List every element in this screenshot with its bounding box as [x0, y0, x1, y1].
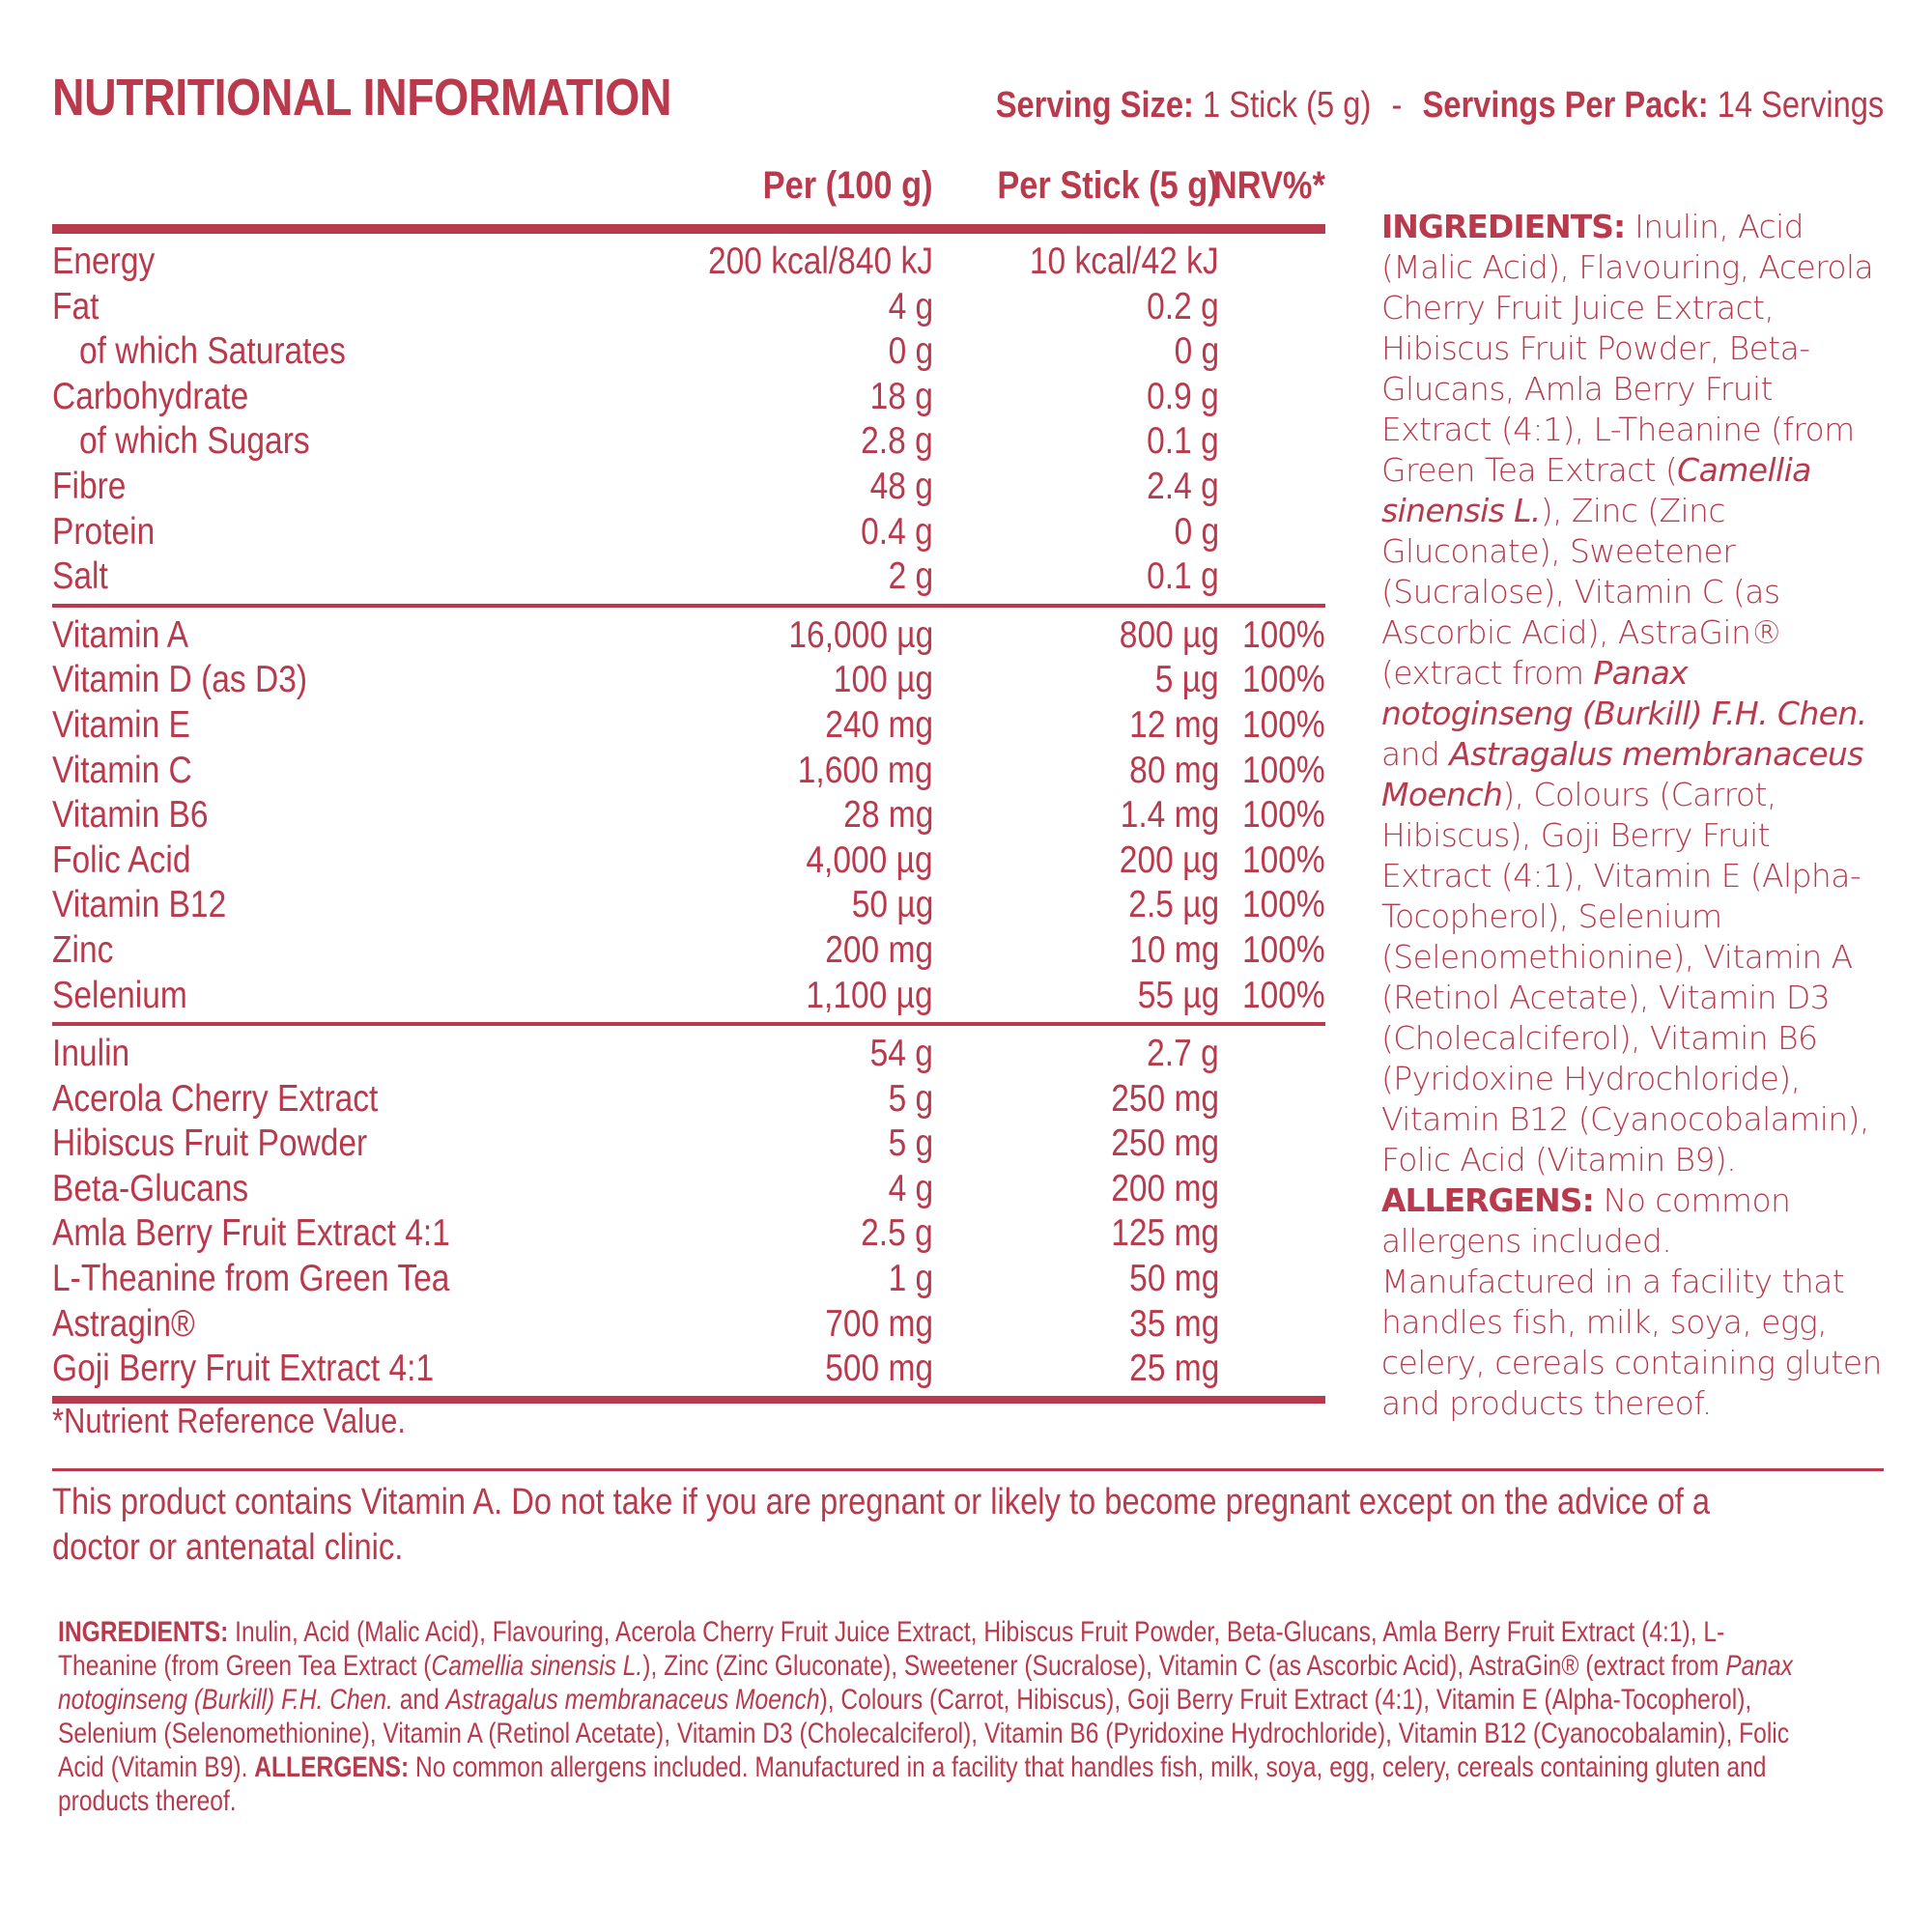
table-top-rule [52, 224, 1325, 234]
allergens-label: ALLERGENS: [1381, 1181, 1594, 1219]
table-section [52, 1026, 1325, 1396]
value-nrv: 100% [1242, 838, 1325, 881]
nutrient-name: Energy [52, 241, 156, 282]
nutrient-name: Zinc [52, 928, 114, 971]
value-per-100g: 28 mg [842, 794, 933, 837]
allergens-label: ALLERGENS: [254, 1751, 410, 1783]
ingredient-latin-name: Astragalus membranaceus Moench [1381, 735, 1863, 813]
section-divider [52, 1468, 1884, 1471]
value-per-100g: 2.8 g [861, 420, 933, 463]
value-per-100g: 1,100 µg [806, 974, 933, 1016]
nutrient-name: Goji Berry Fruit Extract 4:1 [52, 1348, 435, 1390]
table-row [52, 658, 1325, 703]
value-per-100g: 0 g [888, 330, 933, 373]
nutrient-name: Amla Berry Fruit Extract 4:1 [52, 1212, 450, 1255]
value-nrv: 100% [1242, 794, 1325, 837]
value-per-stick: 2.5 µg [1128, 884, 1219, 926]
value-per-100g: 5 g [888, 1122, 933, 1165]
value-per-100g: 50 µg [851, 884, 933, 926]
value-per-100g: 200 mg [825, 928, 933, 971]
value-per-100g: 16,000 µg [788, 613, 933, 656]
nutrition-table [52, 164, 1325, 1404]
table-row [52, 240, 1325, 285]
table-row [52, 554, 1325, 600]
value-per-stick: 800 µg [1119, 613, 1219, 656]
value-per-stick: 200 µg [1119, 838, 1219, 881]
ingredient-text: ), Colours (Carrot, Hibiscus), Goji Berry Fruit Extract (4:1), Vitamin E (Alpha-Tocopherol), Selenium (Selenomethionine), Vitamin A (Retinol Acetate), Vitamin D3 (Cholecalciferol), Vitamin B6 (Pyridoxine Hydrochloride), Vitamin B12 (Cyanocobalamin), Folic Acid (Vitamin B9). [58, 1684, 1790, 1783]
value-per-100g: 4,000 µg [806, 838, 933, 881]
value-nrv: 100% [1242, 703, 1325, 746]
table-row [52, 1257, 1325, 1302]
table-body [52, 234, 1325, 1396]
table-row [52, 1302, 1325, 1348]
table-row [52, 1167, 1325, 1212]
value-nrv: 100% [1242, 974, 1325, 1016]
value-per-100g: 48 g [869, 465, 933, 507]
ingredient-text: ), Colours (Carrot, Hibiscus), Goji Berry Fruit Extract (4:1), Vitamin E (Alpha-Tocopherol), Selenium (Selenomethionine), Vitamin A (Retinol Acetate), Vitamin D3 (Cholecalciferol), Vitamin B6 (Pyridoxine Hydrochloride), Vitamin B12 (Cyanocobalamin), Folic Acid (Vitamin B9). [1381, 776, 1869, 1179]
ingredient-text: ), Zinc (Zinc Gluconate), Sweetener (Sucralose), Vitamin C (as Ascorbic Acid), AstraGin® (extract from [1381, 492, 1782, 692]
column-header-per-stick: Per Stick (5 g) [997, 164, 1219, 207]
nrv-footnote: *Nutrient Reference Value. [52, 1401, 406, 1440]
ingredient-text: ), Zinc (Zinc Gluconate), Sweetener (Sucralose), Vitamin C (as Ascorbic Acid), AstraGin® (extract from [642, 1650, 1726, 1682]
serving-size-value: 1 Stick (5 g) [1202, 85, 1372, 126]
ingredient-latin-name: Panax notoginseng (Burkill) F.H. Chen. [58, 1650, 1793, 1716]
nutrient-name: Vitamin C [52, 749, 192, 791]
table-row [52, 1347, 1325, 1392]
nutrient-name: Protein [52, 510, 156, 553]
value-per-stick: 0.9 g [1147, 375, 1219, 417]
nutrient-name: Selenium [52, 974, 187, 1016]
value-per-100g: 500 mg [825, 1348, 933, 1390]
table-row [52, 285, 1325, 330]
value-per-stick: 35 mg [1128, 1302, 1219, 1345]
value-per-stick: 2.7 g [1147, 1033, 1219, 1075]
table-row [52, 510, 1325, 555]
value-per-100g: 1,600 mg [798, 749, 933, 791]
value-per-100g: 4 g [888, 1167, 933, 1209]
ingredient-text: Inulin, Acid (Malic Acid), Flavouring, Acerola Cherry Fruit Juice Extract, Hibiscus Fruit Powder, Beta-Glucans, Amla Berry Fruit Extract (4:1), L-Theanine (from Green Tea Extract ( [1381, 208, 1874, 489]
table-row [52, 974, 1325, 1019]
allergens-text: No common allergens included. Manufactured in a facility that handles fish, milk, soya, egg, celery, cereals containing gluten and products thereof. [1381, 1181, 1882, 1422]
value-per-100g: 4 g [888, 285, 933, 327]
serving-info [995, 85, 1884, 127]
ingredient-latin-name: Astragalus membranaceus Moench [445, 1684, 820, 1716]
ingredient-latin-name: Camellia sinensis L. [1381, 451, 1811, 529]
value-per-stick: 10 kcal/42 kJ [1030, 241, 1219, 282]
value-per-stick: 2.4 g [1147, 465, 1219, 507]
value-per-stick: 0.1 g [1147, 555, 1219, 598]
table-row [52, 375, 1325, 420]
table-row [52, 749, 1325, 794]
value-per-100g: 5 g [888, 1077, 933, 1120]
value-per-stick: 0.1 g [1147, 420, 1219, 463]
table-row [52, 1211, 1325, 1257]
nutrient-name: Folic Acid [52, 838, 191, 881]
value-per-stick: 125 mg [1111, 1212, 1219, 1255]
table-row [52, 1122, 1325, 1167]
ingredient-latin-name: Camellia sinensis L. [431, 1650, 643, 1682]
table-row [52, 1077, 1325, 1122]
value-per-stick: 10 mg [1128, 928, 1219, 971]
ingredient-text: and [392, 1684, 446, 1716]
table-row [52, 703, 1325, 749]
value-per-stick: 12 mg [1128, 703, 1219, 746]
nutrient-name: Carbohydrate [52, 375, 249, 417]
table-row [52, 838, 1325, 884]
allergens-text: No common allergens included. Manufactured in a facility that handles fish, milk, soya, egg, celery, cereals containing gluten and products thereof. [58, 1751, 1767, 1817]
table-row [52, 613, 1325, 659]
serving-size-label: Serving Size: [995, 85, 1194, 126]
nutrient-name: Salt [52, 555, 108, 598]
serving-separator: - [1391, 85, 1403, 126]
nutrient-name: Vitamin A [52, 613, 189, 656]
value-per-stick: 5 µg [1155, 659, 1219, 701]
value-per-100g: 1 g [888, 1258, 933, 1300]
value-per-stick: 1.4 mg [1120, 794, 1219, 837]
value-per-100g: 700 mg [825, 1302, 933, 1345]
table-header [52, 164, 1325, 218]
value-per-100g: 100 µg [833, 659, 933, 701]
ingredient-text: Inulin, Acid (Malic Acid), Flavouring, Acerola Cherry Fruit Juice Extract, Hibiscus Fruit Powder, Beta-Glucans, Amla Berry Fruit Extract (4:1), L-Theanine (from Green Tea Extract ( [58, 1616, 1725, 1682]
value-per-stick: 80 mg [1128, 749, 1219, 791]
nutrient-name: of which Saturates [79, 330, 346, 373]
table-section [52, 234, 1325, 604]
value-per-100g: 2.5 g [861, 1212, 933, 1255]
table-row [52, 793, 1325, 838]
ingredients-label: INGREDIENTS: [1381, 208, 1626, 245]
value-per-stick: 0 g [1174, 330, 1219, 373]
nutrient-name: Inulin [52, 1033, 130, 1075]
vitamin-a-warning: This product contains Vitamin A. Do not take if you are pregnant or likely to become pregnant except on the advice of a doctor or antenatal clinic. [52, 1482, 1711, 1568]
table-row [52, 1032, 1325, 1077]
value-per-stick: 200 mg [1111, 1167, 1219, 1209]
value-per-stick: 250 mg [1111, 1122, 1219, 1165]
ingredients-label: INGREDIENTS: [58, 1616, 229, 1648]
nutrient-name: L-Theanine from Green Tea [52, 1258, 450, 1300]
value-per-stick: 55 µg [1137, 974, 1219, 1016]
table-row [52, 928, 1325, 974]
nutrient-name: Beta-Glucans [52, 1167, 249, 1209]
value-per-100g: 54 g [869, 1033, 933, 1075]
value-per-stick: 0.2 g [1147, 285, 1219, 327]
value-per-100g: 2 g [888, 555, 933, 598]
nutrient-name: of which Sugars [79, 420, 310, 463]
value-per-100g: 200 kcal/840 kJ [707, 241, 933, 282]
column-header-per-100g: Per (100 g) [763, 164, 933, 207]
value-per-100g: 0.4 g [861, 510, 933, 553]
nutrient-name: Fibre [52, 465, 127, 507]
value-nrv: 100% [1242, 884, 1325, 926]
value-nrv: 100% [1242, 928, 1325, 971]
value-per-stick: 50 mg [1128, 1258, 1219, 1300]
nutrient-name: Acerola Cherry Extract [52, 1077, 379, 1120]
ingredients-sidebar [1381, 207, 1884, 1424]
value-nrv: 100% [1242, 659, 1325, 701]
table-row [52, 883, 1325, 928]
nutrient-name: Vitamin B6 [52, 794, 209, 837]
nutrient-name: Fat [52, 285, 99, 327]
table-row [52, 465, 1325, 510]
nutrient-name: Vitamin E [52, 703, 190, 746]
ingredients-footer [58, 1615, 1801, 1818]
value-per-stick: 0 g [1174, 510, 1219, 553]
value-per-100g: 18 g [869, 375, 933, 417]
column-header-nrv: NRV%* [1213, 164, 1325, 207]
table-row [52, 419, 1325, 465]
ingredient-latin-name: Panax notoginseng (Burkill) F.H. Chen. [1381, 654, 1867, 732]
nutrient-name: Hibiscus Fruit Powder [52, 1122, 368, 1165]
ingredient-text: and [1381, 735, 1450, 773]
nutrient-name: Astragin® [52, 1302, 195, 1345]
servings-per-pack-value: 14 Servings [1717, 85, 1884, 126]
value-nrv: 100% [1242, 613, 1325, 656]
page-title: NUTRITIONAL INFORMATION [52, 69, 672, 127]
value-nrv: 100% [1242, 749, 1325, 791]
servings-per-pack-label: Servings Per Pack: [1422, 85, 1709, 126]
nutrient-name: Vitamin B12 [52, 884, 227, 926]
table-section [52, 608, 1325, 1022]
value-per-stick: 25 mg [1128, 1348, 1219, 1390]
table-row [52, 329, 1325, 375]
value-per-100g: 240 mg [825, 703, 933, 746]
nutrient-name: Vitamin D (as D3) [52, 659, 308, 701]
value-per-stick: 250 mg [1111, 1077, 1219, 1120]
